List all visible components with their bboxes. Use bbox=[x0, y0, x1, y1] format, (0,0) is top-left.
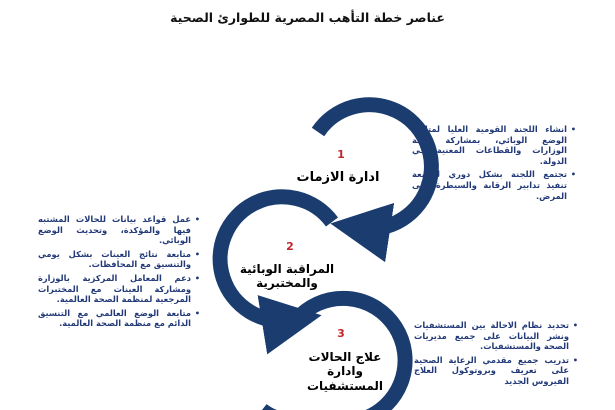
page-title: عناصر خطة التأهب المصرية للطوارئ الصحية bbox=[170, 10, 445, 25]
list-item: • دعم المعامل المركزية بالوزارة ومشاركة العينات مع المختبرات المرجعية لمنظمة الصحة العالمية. bbox=[38, 273, 200, 305]
step-2-number: 2 bbox=[286, 240, 294, 253]
list-item: • تدريب جميع مقدمي الرعاية الصحية على تعريف وبروتوكول العلاج الفيروس الجديد bbox=[414, 355, 578, 387]
step-2-label bbox=[232, 262, 342, 291]
step-3-label-line: وادارة bbox=[327, 364, 363, 379]
list-item: • تحديد نظام الاحالة بين المستشفيات ونشر البيانات على جميع مديريات الصحة والمستشفيات. bbox=[414, 320, 578, 352]
step-2-label-line: المراقبة الوبائية bbox=[239, 262, 335, 276]
step-1-label bbox=[288, 170, 388, 186]
step-1-details-list bbox=[412, 124, 576, 204]
step-1-label-line: ادارة الازمات bbox=[296, 170, 380, 185]
step-3-label-line: علاج الحالات bbox=[308, 350, 382, 364]
step-3-details-list bbox=[414, 320, 578, 390]
step-2-details-list bbox=[38, 214, 200, 332]
list-item: • متابعة نتائج العينات بشكل يومي والتنسيق مع المحافظات. bbox=[38, 249, 200, 270]
step-1-number: 1 bbox=[337, 148, 345, 161]
step-3-number: 3 bbox=[337, 327, 345, 340]
list-item: • متابعة الوضع العالمي مع التنسيق الدائم مع منظمة الصحة العالمية. bbox=[38, 308, 200, 329]
step-2-label-line: والمختبرية bbox=[256, 276, 318, 291]
list-item: • انشاء اللجنة القومية العليا لمتابعة الوضع الوبائي، بمشاركة كافة الوزارات والقطاعات المعنية في الدولة. bbox=[412, 124, 576, 166]
step-3-label-line: المستشفيات bbox=[306, 378, 384, 393]
list-item: • عمل قواعد بيانات للحالات المشتبه فيها والمؤكدة، وتحديث الوضع الوبائي. bbox=[38, 214, 200, 246]
step-3-label bbox=[300, 350, 390, 393]
list-item: • تجتمع اللجنة بشكل دوري لمتابعة تنفيذ تدابير الرقابة والسيطرة على المرض. bbox=[412, 169, 576, 201]
